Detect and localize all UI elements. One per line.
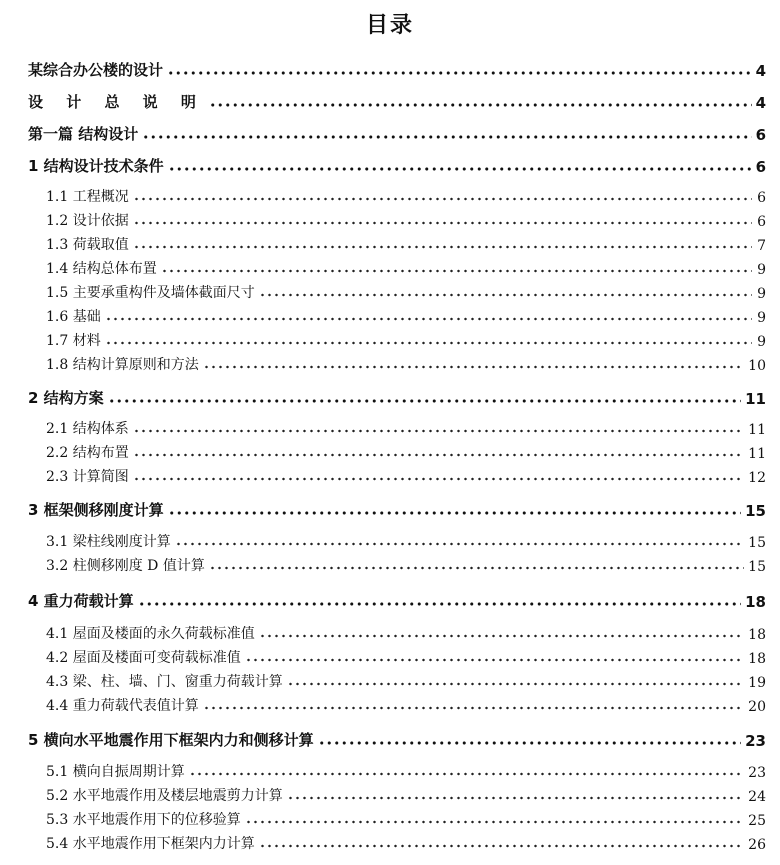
toc-entry-title: 5.1 横向自振周期计算 bbox=[46, 764, 185, 780]
toc-section-entry[interactable] bbox=[0, 442, 780, 462]
toc-page-number: 23 bbox=[745, 732, 766, 750]
toc-chapter-entry[interactable] bbox=[0, 122, 780, 144]
toc-page-number: 10 bbox=[748, 358, 766, 374]
dot-leader bbox=[108, 394, 741, 404]
toc-entry-title: 4 重力荷载计算 bbox=[28, 592, 134, 610]
toc-entry-title: 4.3 梁、柱、墙、门、窗重力荷载计算 bbox=[46, 674, 283, 690]
toc-page-number: 20 bbox=[748, 699, 766, 715]
dot-leader bbox=[259, 839, 744, 849]
toc-chapter-entry[interactable] bbox=[0, 154, 780, 176]
toc-entry-title: 设 计 总 说 明 bbox=[28, 93, 205, 111]
toc-section-entry[interactable] bbox=[0, 418, 780, 438]
toc-entry-title: 1.2 设计依据 bbox=[46, 213, 129, 229]
dot-leader bbox=[142, 130, 751, 140]
toc-section-entry[interactable] bbox=[0, 234, 780, 254]
toc-page-number: 6 bbox=[755, 158, 766, 176]
dot-leader bbox=[245, 653, 744, 663]
toc-page-number: 12 bbox=[748, 470, 766, 486]
toc-entry-title: 5.3 水平地震作用下的位移验算 bbox=[46, 812, 241, 828]
toc-section-entry[interactable] bbox=[0, 785, 780, 805]
toc-page-number: 18 bbox=[745, 593, 766, 611]
toc-page-number: 9 bbox=[757, 262, 766, 278]
toc-page-number: 18 bbox=[748, 627, 766, 643]
toc-entry-title: 1.6 基础 bbox=[46, 309, 101, 325]
toc-section-entry[interactable] bbox=[0, 210, 780, 230]
toc-chapter-entry[interactable] bbox=[0, 386, 780, 408]
document-title: 目录 bbox=[365, 13, 414, 38]
dot-leader bbox=[138, 597, 741, 607]
dot-leader bbox=[175, 537, 744, 547]
toc-entry-title: 1.5 主要承重构件及墙体截面尺寸 bbox=[46, 285, 255, 301]
toc-entry-title: 某综合办公楼的设计 bbox=[28, 61, 164, 79]
toc-entry-title: 1.1 工程概况 bbox=[46, 189, 129, 205]
toc-section-entry[interactable] bbox=[0, 282, 780, 302]
dot-leader bbox=[259, 288, 752, 298]
toc-section-entry[interactable] bbox=[0, 647, 780, 667]
toc-page-number: 6 bbox=[757, 214, 766, 230]
toc-section-entry[interactable] bbox=[0, 809, 780, 829]
dot-leader bbox=[133, 240, 752, 250]
toc-page-number: 19 bbox=[748, 675, 766, 691]
toc-entry-title: 5 横向水平地震作用下框架内力和侧移计算 bbox=[28, 731, 314, 749]
dot-leader bbox=[287, 677, 744, 687]
toc-page-number: 9 bbox=[757, 334, 766, 350]
toc-chapter-entry[interactable] bbox=[0, 498, 780, 520]
toc-entry-title: 4.4 重力荷载代表值计算 bbox=[46, 698, 199, 714]
toc-page-number: 4 bbox=[755, 62, 766, 80]
toc-section-entry[interactable] bbox=[0, 761, 780, 781]
toc-entry-title: 1.3 荷载取值 bbox=[46, 237, 129, 253]
toc-page-number: 15 bbox=[748, 535, 766, 551]
dot-leader bbox=[168, 506, 741, 516]
toc-page-number: 4 bbox=[755, 94, 766, 112]
dot-leader bbox=[287, 791, 744, 801]
toc-page-number: 6 bbox=[755, 126, 766, 144]
toc-page-number: 23 bbox=[748, 765, 766, 781]
toc-page-number: 18 bbox=[748, 651, 766, 667]
dot-leader bbox=[133, 448, 744, 458]
dot-leader bbox=[161, 264, 752, 274]
toc-entry-title: 1 结构设计技术条件 bbox=[28, 157, 164, 175]
toc-page-number: 11 bbox=[745, 390, 766, 408]
dot-leader bbox=[105, 336, 752, 346]
toc-section-entry[interactable] bbox=[0, 466, 780, 486]
toc-entry-title: 3 框架侧移刚度计算 bbox=[28, 501, 164, 519]
toc-section-entry[interactable] bbox=[0, 186, 780, 206]
dot-leader bbox=[167, 66, 752, 76]
toc-chapter-entry[interactable] bbox=[0, 728, 780, 750]
toc-entry-title: 4.2 屋面及楼面可变荷载标准值 bbox=[46, 650, 241, 666]
toc-chapter-entry[interactable] bbox=[0, 589, 780, 611]
dot-leader bbox=[203, 360, 744, 370]
toc-section-entry[interactable] bbox=[0, 623, 780, 643]
toc-page-number: 6 bbox=[757, 190, 766, 206]
toc-entry-title: 3.1 梁柱线刚度计算 bbox=[46, 534, 171, 550]
dot-leader bbox=[133, 472, 744, 482]
toc-entry-title: 1.7 材料 bbox=[46, 333, 101, 349]
dot-leader bbox=[209, 98, 752, 108]
toc-page-number: 15 bbox=[745, 502, 766, 520]
dot-leader bbox=[133, 424, 744, 434]
dot-leader bbox=[168, 162, 752, 172]
toc-section-entry[interactable] bbox=[0, 306, 780, 326]
toc-entry-title: 3.2 柱侧移刚度 D 值计算 bbox=[46, 558, 205, 574]
toc-entry-title: 2.1 结构体系 bbox=[46, 421, 129, 437]
toc-entry-title: 5.2 水平地震作用及楼层地震剪力计算 bbox=[46, 788, 283, 804]
dot-leader bbox=[259, 629, 744, 639]
toc-section-entry[interactable] bbox=[0, 833, 780, 853]
toc-entry-title: 2 结构方案 bbox=[28, 389, 104, 407]
toc-section-entry[interactable] bbox=[0, 695, 780, 715]
toc-section-entry[interactable] bbox=[0, 531, 780, 551]
toc-section-entry[interactable] bbox=[0, 671, 780, 691]
toc-entry-title: 4.1 屋面及楼面的永久荷载标准值 bbox=[46, 626, 255, 642]
dot-leader bbox=[133, 192, 752, 202]
toc-entry-title: 2.3 计算简图 bbox=[46, 469, 129, 485]
toc-page-number: 15 bbox=[748, 559, 766, 575]
toc-entry-title: 2.2 结构布置 bbox=[46, 445, 129, 461]
toc-section-entry[interactable] bbox=[0, 330, 780, 350]
toc-page-number: 9 bbox=[757, 286, 766, 302]
dot-leader bbox=[245, 815, 744, 825]
toc-page-number: 11 bbox=[748, 422, 766, 438]
toc-page-number: 9 bbox=[757, 310, 766, 326]
dot-leader bbox=[203, 701, 744, 711]
toc-entry-title: 1.4 结构总体布置 bbox=[46, 261, 157, 277]
toc-page-number: 25 bbox=[748, 813, 766, 829]
dot-leader bbox=[318, 736, 741, 746]
toc-entry-title: 5.4 水平地震作用下框架内力计算 bbox=[46, 836, 255, 852]
toc-section-entry[interactable] bbox=[0, 354, 780, 374]
toc-section-entry[interactable] bbox=[0, 258, 780, 278]
toc-page-number: 7 bbox=[757, 238, 766, 254]
toc-entry-title: 第一篇 结构设计 bbox=[28, 125, 139, 143]
toc-entry-title: 1.8 结构计算原则和方法 bbox=[46, 357, 199, 373]
toc-section-entry[interactable] bbox=[0, 555, 780, 575]
dot-leader bbox=[209, 561, 744, 571]
toc-page-number: 26 bbox=[748, 837, 766, 853]
dot-leader bbox=[105, 312, 752, 322]
toc-chapter-entry[interactable] bbox=[0, 58, 780, 80]
dot-leader bbox=[133, 216, 752, 226]
toc-page-number: 11 bbox=[748, 446, 766, 462]
toc-chapter-entry[interactable] bbox=[0, 90, 780, 112]
dot-leader bbox=[189, 767, 744, 777]
toc-page-number: 24 bbox=[748, 789, 766, 805]
